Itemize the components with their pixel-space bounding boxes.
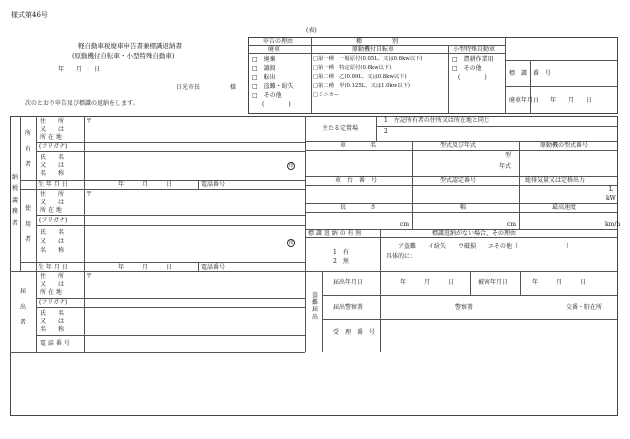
intro-text: 次のとおり申告及び標識の返納をします。 <box>25 100 139 107</box>
rule <box>20 189 305 190</box>
owner-label: 所有者 <box>24 130 31 169</box>
user-furigana: (フリガナ) <box>39 217 68 224</box>
return-no[interactable]: 2 無 <box>333 258 349 265</box>
rule <box>505 60 618 61</box>
abolish-date-label: 廃車年月日 <box>509 97 540 104</box>
owner-name-1: 氏 名 <box>40 154 65 161</box>
theft-date-value[interactable]: 年 月 日 <box>400 279 455 286</box>
filer-phone-label: 電 話 番 号 <box>40 340 70 347</box>
rule <box>322 295 618 296</box>
owner-birth-value[interactable]: 年 月 日 <box>118 181 173 188</box>
user-label: 使用者 <box>24 205 31 244</box>
rule <box>412 141 413 229</box>
rule <box>248 53 505 54</box>
filer-postal[interactable]: 〒 <box>86 273 93 280</box>
rule <box>10 271 305 272</box>
special-option-farm[interactable]: □ 農耕作業用 <box>452 56 494 63</box>
owner-furigana: (フリガナ) <box>39 143 68 150</box>
police-label: 届出警察署 <box>333 304 364 311</box>
victim-date-value[interactable]: 年 月 日 <box>532 279 587 286</box>
return-label: 標 識 返 納 の 有 無 <box>308 230 362 237</box>
user-addr-3: 所 在 地 <box>40 207 62 214</box>
form-number: 様式第46号 <box>11 11 48 19</box>
owner-addr-2: 又 は <box>40 126 65 133</box>
vehicle-name-header: 車 名 <box>340 142 377 149</box>
rule <box>470 271 471 295</box>
filer-furigana: (フリガナ) <box>39 299 68 306</box>
user-name-3: 名 称 <box>40 247 65 254</box>
plate-number-label: 標 識 番 号 <box>509 70 552 77</box>
moped-option-2a[interactable]: □第二種 甲(0.125L、又は1.0kw以下) <box>313 83 410 89</box>
theft-side-label: 盗難届出 <box>311 292 318 321</box>
owner-name-3: 名 称 <box>40 170 65 177</box>
reason-other-paren[interactable]: ( ) <box>262 101 291 108</box>
rule <box>305 271 618 272</box>
rule <box>305 116 306 352</box>
displacement-header: 総排気量又は定格出力 <box>525 177 586 184</box>
rule <box>519 141 520 229</box>
moped-option-1a[interactable]: □第一種 一般原付(0.05L、又は0.6kw以下) <box>313 56 423 62</box>
user-phone-label: 電話番号 <box>201 264 226 271</box>
reason-header: 申告の理由 <box>263 38 294 45</box>
type-unit: 型 <box>505 152 512 159</box>
rule <box>376 126 618 127</box>
speed-header: 最高速度 <box>552 204 577 211</box>
no-return-detail[interactable]: 具体的に： <box>386 253 417 260</box>
rule <box>448 45 449 114</box>
unit-cm-length: cm <box>400 221 410 228</box>
recipient-suffix: 様 <box>230 84 237 91</box>
owner-postal[interactable]: 〒 <box>86 118 93 125</box>
rule <box>305 150 618 151</box>
special-option-other[interactable]: □ その他 <box>452 65 482 72</box>
no-return-reason-header: 標識返納がない場合、その理由 <box>432 230 517 237</box>
rule <box>20 262 305 263</box>
rule <box>322 319 618 320</box>
unit-kw: kW <box>606 195 616 202</box>
filer-addr-3: 所 在 地 <box>40 289 62 296</box>
return-yes[interactable]: 1 有 <box>333 249 349 256</box>
rule <box>10 352 305 353</box>
storage-label: 主たる定置場 <box>322 125 359 132</box>
recipient: 日光市長 <box>176 84 201 91</box>
moped-option-2b[interactable]: □第二種 乙(0.09L、又は0.8kw以下) <box>313 74 407 80</box>
reason-option-other[interactable]: □ その他 <box>252 92 282 99</box>
reason-option-transfer[interactable]: □ 譲渡 <box>252 65 276 72</box>
user-postal[interactable]: 〒 <box>86 191 93 198</box>
rule <box>36 215 305 216</box>
user-seal-icon: 印 <box>288 240 294 246</box>
filer-addr-2: 又 は <box>40 281 65 288</box>
form-title: 軽自動車税廃車申告書兼標識返納書 <box>78 42 182 50</box>
moped-option-minicar[interactable]: □ミニカー <box>313 92 340 98</box>
engine-number-header: 原動機の型式番号 <box>540 142 589 149</box>
owner-addr-3: 所 在 地 <box>40 134 62 141</box>
storage-option-1[interactable]: 1 左記所有者の住所又は所在地と同じ <box>384 117 490 124</box>
side-label: (表) <box>306 27 317 34</box>
no-return-reasons[interactable]: ア盗難 イ紛失 ウ破損 エその他（ ） <box>398 243 573 250</box>
rule <box>84 116 85 271</box>
koban-value[interactable]: 交番・駐在所 <box>566 304 603 311</box>
user-birth-value[interactable]: 年 月 日 <box>118 264 173 271</box>
owner-phone-label: 電話番号 <box>201 181 226 188</box>
cert-number-header: 型式認定番号 <box>440 177 477 184</box>
user-birth-label: 生 年 月 日 <box>38 264 68 271</box>
frame-number-header: 車 台 番 号 <box>335 177 378 184</box>
rule <box>505 37 506 114</box>
rule <box>198 180 199 189</box>
rule <box>520 271 521 295</box>
haisha-header: 廃車 <box>268 46 281 53</box>
reason-option-moveout[interactable]: □ 転出 <box>252 74 276 81</box>
category-header: 種 別 <box>356 38 399 45</box>
taxpayer-side-label: 納税義務者 <box>11 174 18 227</box>
rule <box>36 335 305 336</box>
user-addr-1: 住 所 <box>40 191 65 198</box>
special-header: 小型特殊自動車 <box>453 46 496 53</box>
storage-option-2[interactable]: 2 <box>384 128 388 135</box>
filing-date: 年 月 日 <box>58 66 101 73</box>
length-header: 長 さ <box>340 204 377 211</box>
rule <box>36 298 305 299</box>
rule <box>36 225 305 226</box>
rule <box>20 116 21 271</box>
user-name-2: 又 は <box>40 238 65 245</box>
user-name-1: 氏 名 <box>40 229 65 236</box>
victim-date-label: 被害年月日 <box>478 279 509 286</box>
filer-addr-1: 住 所 <box>40 273 65 280</box>
owner-name-2: 又 は <box>40 162 65 169</box>
rule <box>305 237 618 238</box>
rule <box>505 86 618 87</box>
rule <box>380 229 381 271</box>
rule <box>305 185 618 186</box>
moped-option-1b[interactable]: □第一種 特定原付(0.6kw以下) <box>313 65 392 71</box>
rule <box>322 271 323 352</box>
unit-cm-width: cm <box>507 221 517 228</box>
moped-header: 原動機付自転車 <box>352 46 395 53</box>
main-table <box>10 116 621 416</box>
rule <box>84 271 85 352</box>
form-subtitle: (原動機付自転車・小型特殊自動車) <box>72 52 175 60</box>
theft-date-label: 届出年月日 <box>333 279 364 286</box>
vehicle-type-header: 型式及び年式 <box>440 142 477 149</box>
filer-name-1: 氏 名 <box>40 310 65 317</box>
unit-kmh: km/h <box>605 221 621 228</box>
receipt-label: 受 理 番 号 <box>333 329 376 336</box>
owner-birth-label: 生 年 月 日 <box>38 181 68 188</box>
reason-option-theft[interactable]: □ 盗難・紛失 <box>252 83 294 90</box>
rule <box>305 212 618 213</box>
user-addr-2: 又 は <box>40 199 65 206</box>
width-header: 幅 <box>460 204 467 211</box>
owner-addr-1: 住 所 <box>40 118 65 125</box>
year-unit: 年式 <box>499 163 512 170</box>
police-value[interactable]: 警察署 <box>455 304 474 311</box>
rule <box>380 271 381 352</box>
unit-liter: L <box>609 186 613 193</box>
special-other-paren[interactable]: ( ) <box>458 74 487 81</box>
rule <box>530 60 531 114</box>
rule <box>36 142 305 143</box>
reason-option-discard[interactable]: □ 廃棄 <box>252 56 276 63</box>
rule <box>36 151 305 152</box>
rule <box>198 262 199 271</box>
owner-seal-icon: 印 <box>288 163 294 169</box>
filer-name-3: 名 称 <box>40 326 65 333</box>
rule <box>311 37 312 114</box>
filer-name-2: 又 は <box>40 318 65 325</box>
abolish-date-value[interactable]: 年 月 日 <box>550 97 593 104</box>
rule <box>36 307 305 308</box>
filer-side-label: 届出者 <box>19 288 26 327</box>
rule <box>376 116 377 141</box>
